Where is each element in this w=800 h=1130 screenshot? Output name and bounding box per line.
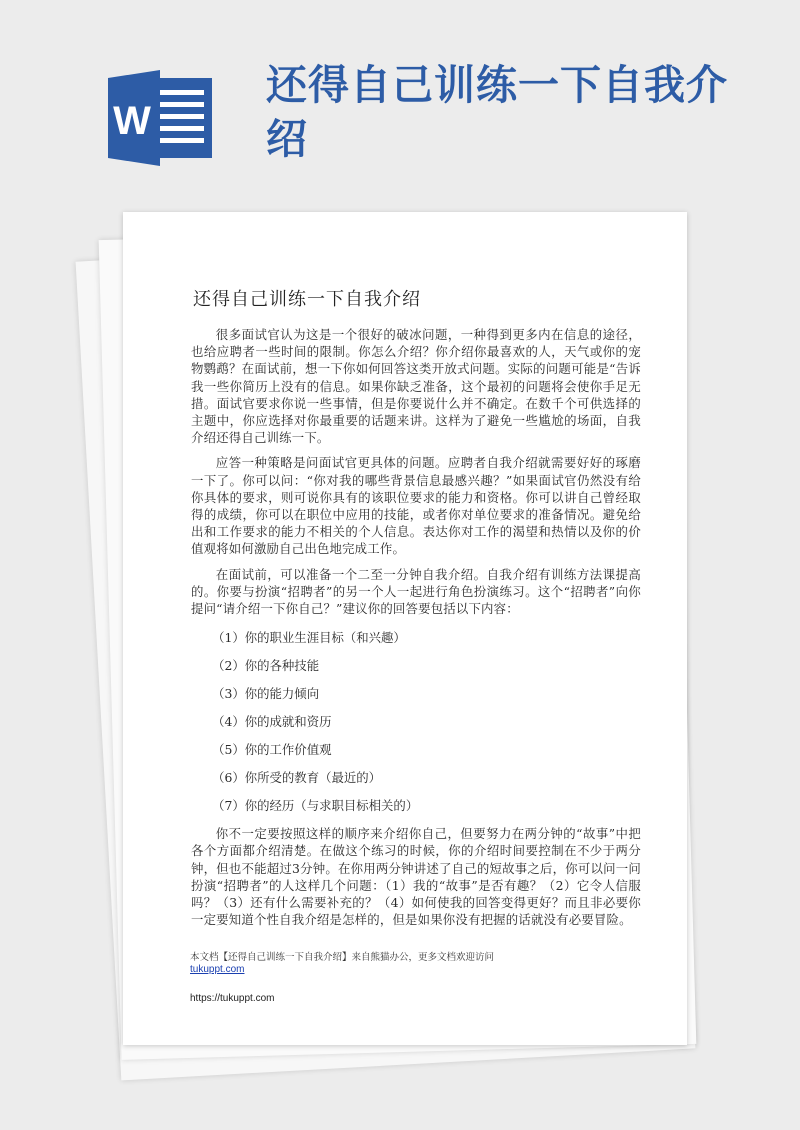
list-item: （2）你的各种技能	[212, 658, 320, 674]
word-document-icon	[108, 70, 216, 166]
footer-note: 本文档【还得自己训练一下自我介绍】来自熊猫办公，更多文档欢迎访问	[190, 952, 495, 963]
paragraph: 应答一种策略是问面试官更具体的问题。应聘者自我介绍就需要好好的琢磨一下了。你可以问：“你对我的哪些背景信息最感兴趣？”如果面试官仍然没有给你具体的要求，则可说你具有的该职位要求的能力和资格。你可以讲自己曾经取得的成绩，你可以在职位中应用的技能，或者你对单位要求的准备情况。避免给出和工作要求的能力不相关的个人信息。表达你对工作的渴望和热情以及你的价值观将如何激励自己出色地完成工作。	[191, 455, 641, 557]
document-body	[191, 326, 641, 936]
page-title: 还得自己训练一下自我介绍	[266, 61, 728, 163]
footer-link[interactable]: tukuppt.com	[190, 964, 245, 975]
document-title: 还得自己训练一下自我介绍	[193, 289, 421, 310]
word-icon-letter: W	[113, 99, 151, 143]
paragraph: 在面试前，可以准备一个二至一分钟自我介绍。自我介绍有训练方法课提高的。你要与扮演“招聘者”的另一个人一起进行角色扮演练习。这个“招聘者”向你提问“请介绍一下你自己？”建议你的回答要包括以下内容：	[191, 566, 641, 617]
list-item: （7）你的经历（与求职目标相关的）	[212, 798, 419, 814]
list-item: （3）你的能力倾向	[212, 686, 320, 702]
list-item: （1）你的职业生涯目标（和兴趣）	[212, 630, 406, 646]
list-item: （6）你所受的教育（最近的）	[212, 770, 382, 786]
list-item: （5）你的工作价值观	[212, 742, 332, 758]
footer-url: https://tukuppt.com	[190, 993, 275, 1004]
closing-paragraph: 你不一定要按照这样的顺序来介绍你自己，但要努力在两分钟的“故事”中把各个方面都介绍清楚。在做这个练习的时候，你的介绍时间要控制在不少于两分钟，但也不能超过3分钟。在你用两分钟讲述了自己的短故事之后，你可以问一问扮演“招聘者”的人这样几个问题：（1）我的“故事”是否有趣？（2）它令人信服吗？（3）还有什么需要补充的？（4）如何使我的回答变得更好？而且非必要你一定要知道个性自我介绍是怎样的，但是如果你没有把握的话就没有必要冒险。	[191, 826, 641, 928]
paragraph: 很多面试官认为这是一个很好的破冰问题，一种得到更多内在信息的途径，也给应聘者一些时间的限制。你怎么介绍？你介绍你最喜欢的人，天气或你的宠物鹦鹉？在面试前，想一下你如何回答这类开放式问题。实际的问题可能是“告诉我一些你简历上没有的信息。如果你缺乏准备，这个最初的问题将会使你手足无措。面试官要求你说一些事情，但是你要说什么并不确定。在数千个可供选择的主题中，你应选择对你最重要的话题来讲。这样为了避免一些尴尬的场面，自我介绍还得自己训练一下。	[191, 327, 641, 446]
list-item: （4）你的成就和资历	[212, 714, 332, 730]
document-page	[123, 212, 687, 1045]
